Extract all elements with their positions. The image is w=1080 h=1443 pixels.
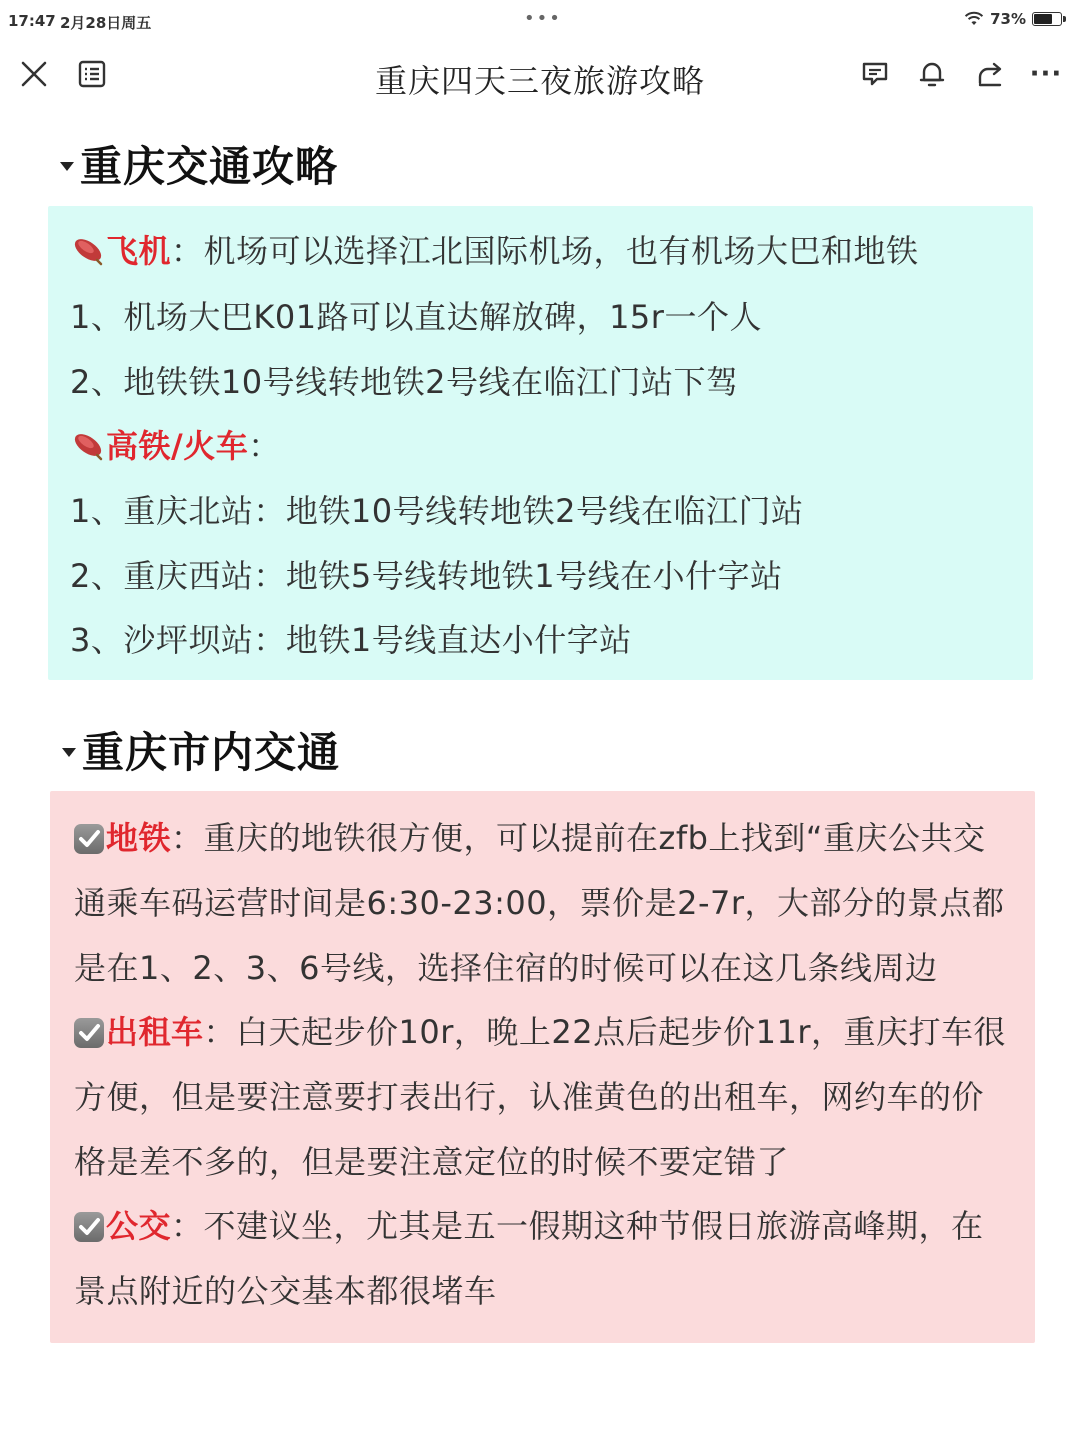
metro-text-line: 通乘车码运营时间是6:30-23:00，票价是2-7r，大部分的景点都 bbox=[74, 884, 1005, 922]
city-transport-card bbox=[50, 791, 1035, 1343]
sweet-potato-icon bbox=[70, 429, 104, 461]
checkmark-icon bbox=[74, 824, 104, 854]
transport-card bbox=[48, 206, 1033, 680]
bus-label: 公交 bbox=[106, 1207, 172, 1245]
train-text: ： bbox=[248, 427, 281, 465]
more-icon: ··· bbox=[1029, 59, 1063, 89]
taxi-text-line: 方便，但是要注意要打表出行，认准黄色的出租车，网约车的价 bbox=[74, 1078, 985, 1116]
multitask-dots[interactable]: ••• bbox=[524, 8, 562, 29]
section-heading-city-transport[interactable] bbox=[62, 720, 340, 780]
taxi-label: 出租车 bbox=[106, 1013, 204, 1051]
collapse-caret-icon[interactable] bbox=[62, 748, 76, 757]
train-item: 1、重庆北站：地铁10号线转地铁2号线在临江门站 bbox=[70, 492, 804, 530]
checkmark-icon bbox=[74, 1018, 104, 1048]
bus-text: ：不建议坐，尤其是五一假期这种节假日旅游高峰期，在 bbox=[171, 1207, 984, 1245]
metro-text: ：重庆的地铁很方便，可以提前在zfb上找到“重庆公共交 bbox=[171, 819, 986, 857]
metro-label: 地铁 bbox=[106, 819, 172, 857]
plane-line bbox=[70, 226, 919, 272]
comment-button[interactable] bbox=[853, 52, 897, 96]
sweet-potato-icon bbox=[70, 234, 104, 266]
bell-icon bbox=[917, 59, 947, 89]
status-bar bbox=[0, 0, 1080, 42]
page-title: 重庆四天三夜旅游攻略 bbox=[374, 62, 705, 100]
collapse-caret-icon[interactable] bbox=[60, 162, 74, 171]
plane-text: ：机场可以选择江北国际机场，也有机场大巴和地铁 bbox=[171, 232, 919, 270]
checkmark-icon bbox=[74, 1212, 104, 1242]
more-button[interactable] bbox=[1024, 52, 1068, 96]
battery-percent: 73% bbox=[990, 10, 1026, 28]
section-heading-transport[interactable] bbox=[60, 134, 338, 194]
train-label: 高铁/火车 bbox=[106, 427, 249, 465]
battery-icon bbox=[1032, 12, 1062, 26]
section-title: 重庆交通攻略 bbox=[80, 142, 339, 191]
taxi-line bbox=[74, 1007, 1006, 1053]
taxi-text: ：白天起步价10r，晚上22点后起步价11r，重庆打车很 bbox=[203, 1013, 1006, 1051]
bus-text-line: 景点附近的公交基本都很堵车 bbox=[74, 1272, 497, 1310]
notification-button[interactable] bbox=[910, 52, 954, 96]
comment-icon bbox=[860, 59, 890, 89]
metro-line bbox=[74, 813, 985, 859]
status-right bbox=[964, 10, 1066, 28]
share-icon bbox=[975, 59, 1005, 89]
plane-label: 飞机 bbox=[106, 232, 172, 270]
taxi-text-line: 格是差不多的，但是要注意定位的时候不要定错了 bbox=[74, 1143, 790, 1181]
section-title: 重庆市内交通 bbox=[82, 728, 341, 777]
share-button[interactable] bbox=[968, 52, 1012, 96]
metro-text-line: 是在1、2、3、6号线，选择住宿的时候可以在这几条线周边 bbox=[74, 949, 938, 987]
wifi-icon bbox=[964, 11, 984, 27]
battery-cap bbox=[1063, 16, 1066, 22]
top-bar bbox=[0, 42, 1080, 108]
status-date: 2月28日周五 bbox=[60, 14, 152, 32]
bus-line bbox=[74, 1201, 984, 1247]
train-item: 3、沙坪坝站：地铁1号线直达小什字站 bbox=[70, 621, 632, 659]
train-item: 2、重庆西站：地铁5号线转地铁1号线在小什字站 bbox=[70, 557, 783, 595]
status-time: 17:47 bbox=[8, 12, 56, 30]
train-line bbox=[70, 421, 281, 467]
plane-item: 2、地铁铁10号线转地铁2号线在临江门站下驾 bbox=[70, 363, 739, 401]
plane-item: 1、机场大巴K01路可以直达解放碑，15r一个人 bbox=[70, 298, 762, 336]
battery-fill bbox=[1034, 14, 1052, 24]
